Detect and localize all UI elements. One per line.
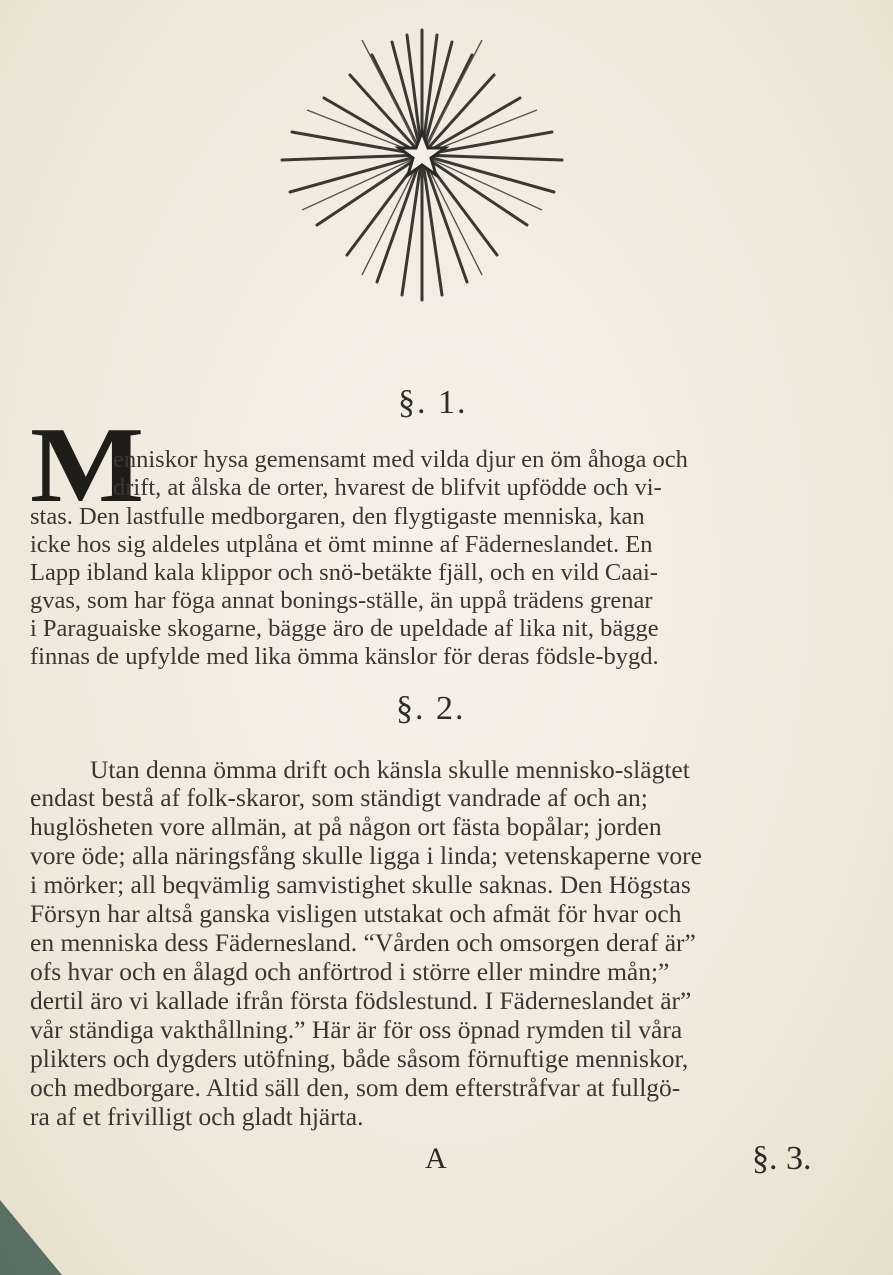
text-line: Utan denna ömma drift och känsla skulle mennisko-slägtet	[90, 755, 690, 784]
signature-mark: A	[425, 1142, 447, 1175]
text-line: en menniska dess Fädernesland. “Vården och omsorgen deraf är”	[30, 928, 696, 957]
text-line: ofs hvar och en ålagd och anförtrod i större eller mindre mån;”	[30, 957, 670, 986]
text-line: enniskor hysa gemensamt med vilda djur en öm åhoga och	[113, 446, 688, 473]
text-line: Lapp ibland kala klippor och snö-betäkte fjäll, och en vild Caai-	[30, 559, 658, 586]
section-2-heading: §. 2.	[396, 690, 466, 727]
sunburst-ornament-icon	[262, 20, 582, 310]
text-line: plikters och dygders utöfning, både såsom förnuftige menniskor,	[30, 1044, 689, 1073]
text-line: finnas de upfylde med lika ömma känslor för deras födsle-bygd.	[30, 643, 659, 670]
text-line: stas. Den lastfulle medborgaren, den flygtigaste menniska, kan	[30, 503, 645, 530]
section-1-heading: §. 1.	[398, 384, 468, 421]
text-line: huglösheten vore allmän, at på någon ort fästa bopålar; jorden	[30, 812, 662, 841]
text-line: i mörker; all beqvämlig samvistighet skulle saknas. Den Högstas	[30, 870, 691, 899]
text-line: ra af et frivilligt och gladt hjärta.	[30, 1102, 364, 1131]
text-line: endast bestå af folk-skaror, som ständigt vandrade af och an;	[30, 783, 648, 812]
text-line: gvas, som har föga annat bonings-ställe, än uppå trädens grenar	[30, 587, 653, 614]
text-line: drift, at ålska de orter, hvarest de blifvit upfödde och vi-	[113, 474, 662, 501]
text-line: vore öde; alla näringsfång skulle ligga i linda; vetenskaperne vore	[30, 841, 702, 870]
text-line: i Paraguaiske skogarne, bägge äro de upeldade af lika nit, bägge	[30, 615, 659, 642]
text-line: dertil äro vi kallade ifrån första födslestund. I Fäderneslandet är”	[30, 986, 692, 1015]
text-line: icke hos sig aldeles utplåna et ömt minne af Fäderneslandet. En	[30, 531, 653, 558]
page-corner-shadow	[0, 1180, 70, 1275]
catchword: §. 3.	[752, 1140, 812, 1177]
text-line: Försyn har altså ganska visligen utstakat och afmät för hvar och	[30, 899, 682, 928]
text-line: och medborgare. Altid säll den, som dem efterstråfvar at fullgö-	[30, 1073, 681, 1102]
drop-capital: M	[30, 406, 145, 525]
text-line: vår ständiga vakthållning.” Här är för oss öpnad rymden til våra	[30, 1015, 683, 1044]
